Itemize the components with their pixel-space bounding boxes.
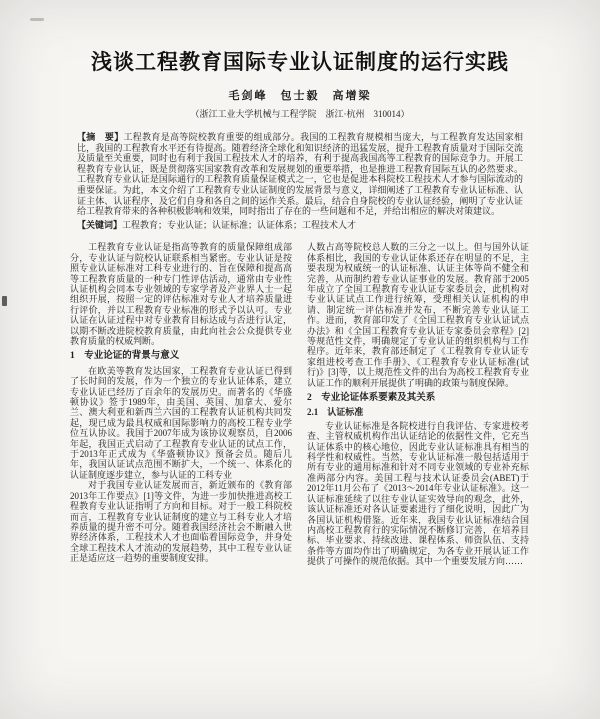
abstract-text: 工程教育是高等院校教育重要的组成部分。我国的工程教育规模相当庞大，与工程教育发达国家相比，我国的工程教育水平还有待提高。随着经济全球化和知识经济的迅猛发展，提升工程教育质量对于国际交流及质量至关重要，同时也有利于我国工程技术人才的培养，有利于提高我国高等工程教育的国际竞争力。开展工程教育专业认证，既是贯彻落实国家教育改革和发展规划的重要举措，也是推进工程教育国际互认的必然要求。工程教育专业认证是国际通行的工程教育质量保证模式之一，它也是促进本科院校工程技术人才参与国际流动的重要保证。为此，本文介绍了工程教育专业认证制度的发展背景与意义，详细阐述了工程教育专业认证标准、认证主体、认证程序，及它们自身和各自之间的运作关系。最后，结合自身院校的专业认证经验，阐明了专业认证给工程教育带来的各种积极影响和效果，同时指出了存在的一些问题和不足，并给出相应的解决对策建议。 <box>77 132 523 217</box>
keywords-label: 【关键词】 <box>77 219 123 230</box>
scan-artifact-top <box>30 18 44 21</box>
scan-artifact-left-edge <box>2 296 7 306</box>
section-heading-1: 1 专业论证的背景与意义 <box>70 351 180 362</box>
left-column <box>70 242 292 566</box>
left-paragraph-3: 对于我国专业认证发展而言，新近颁布的《教育部2013年工作要点》[1]等文件，为进一步加快推进高校工程教育专业认证指明了方向和目标。对于一般工科院校而言，工程教育专业认证制度的建立与工科专业人才培养质量的提升密不可分。随着我国经济社会不断融入世界经济体系，工程技术人才也面临着国际竞争，并身处全球工程技术人才流动的发展趋势，其中工程专业认证正是适应这一趋势的重要制度安排。 <box>70 480 292 564</box>
body-columns <box>70 242 530 566</box>
keywords-text: 工程教育；专业认证；认证标准；认证体系；工程技术人才 <box>122 219 357 230</box>
abstract-label: 【摘 要】 <box>77 132 124 142</box>
abstract-block <box>77 132 523 217</box>
left-paragraph-1: 工程教育专业认证是指高等教育的质量保障组成部分，专业认证与院校认证联系相当紧密。专业认证是按照专业认证标准对工科专业进行的、旨在保障和提高高等工程教育质量的一种专门性评估活动，通常由专业性认证机构会同本专业领域的专家学者及产业界人士一起组织开展，按照一定的评估标准对专业人才培养质量进行评价，并以工程教育专业标准的形式予以认可。专业认证在认证过程中对专业教育目标达成与否进行认定，以期不断改进院校教育质量，由此向社会公众提供专业教育质量的权威判断。 <box>70 242 292 346</box>
author-names: 毛剑峰 包士毅 高增梁 <box>228 90 372 102</box>
left-paragraph-2: 在欧美等教育发达国家，工程教育专业认证已得到了长时间的发展，作为一个独立的专业认证体系，建立专业认证已经历了百余年的发展历史。而著名的《华盛顿协议》签于1989年，由美国、英国、加拿大、爱尔兰、澳大利亚和新西兰六国的工程教育认证机构共同发起，现已成为最具权威和国际影响力的高校工程专业学位互认协议。我国于2007年成为该协议观察员，自2006年起，我国正式启动了工程教育专业认证的试点工作，于2013年正式成为《华盛顿协议》预备会员。随后几年，我国认证试点范围不断扩大，一个统一、体系化的认证制度逐步建立，参与认证的工科专业 <box>70 365 292 480</box>
right-paragraph-2: 专业认证标准是各院校进行自我评估、专家进校考查、主管权威机构作出认证结论的依据性文件，它充当认证体系中的核心地位，因此专业认证标准具有相当的科学性和权威性。当然，专业认证标准一般包括适用于所有专业的通用标准和针对不同专业领域的专业补充标准两部分内容。美国工程与技术认证委员会(ABET)于2012年11月公布了《2013～2014年专业认证标准》。这一认证标准延续了以往专业认证实效导向的观念，此外，该认证标准还对各认证要素进行了细化说明，因此广为各国认证机构借鉴。近年来，我国专业认证标准结合国内高校工程教育行的实际情况不断修订完善，在培养目标、毕业要求、持续改进、课程体系、师资队伍、支持条件等方面均作出了明确规定，为各专业开展认证工作提供了可操作的规范依据。其中一个重要发展方向…… <box>307 420 529 567</box>
right-paragraph-1: 人数占高等院校总人数的三分之一以上。但与国外认证体系相比，我国的专业认证体系还存在明显的不足，主要表现为权威统一的认证标准、认证主体等尚不健全和完善，从而制约着专业认证事业的发展。教育部于2005年成立了全国工程教育专业认证专家委员会，此机构对专业认证试点工作进行统筹，受理相关认证机构的申请、制定统一评估标准并发布，不断完善专业认证工作。进而，教育部印发了《全国工程教育专业认证试点办法》和《全国工程教育专业认证专家委员会章程》[2]等规范性文件，明确规定了专业认证的组织机构与工作程序。近年来，教育部还制定了《工程教育专业认证专家组进校考查工作手册》、《工程教育专业认证标准(试行)》[3]等，以上规范性文件的出台为高校工程教育专业认证工作的顺利开展提供了明确的政策与制度保障。 <box>307 242 529 388</box>
keywords-block <box>77 220 523 231</box>
author-affiliation: （浙江工业大学机械与工程学院 浙江·杭州 310014） <box>190 109 410 119</box>
right-column <box>307 242 529 566</box>
section-heading-2: 2 专业论证体系要素及其关系 <box>307 393 436 404</box>
subsection-heading-2-1: 2.1 认证标准 <box>307 407 364 418</box>
paper-title: 浅谈工程教育国际专业认证制度的运行实践 <box>91 50 509 74</box>
